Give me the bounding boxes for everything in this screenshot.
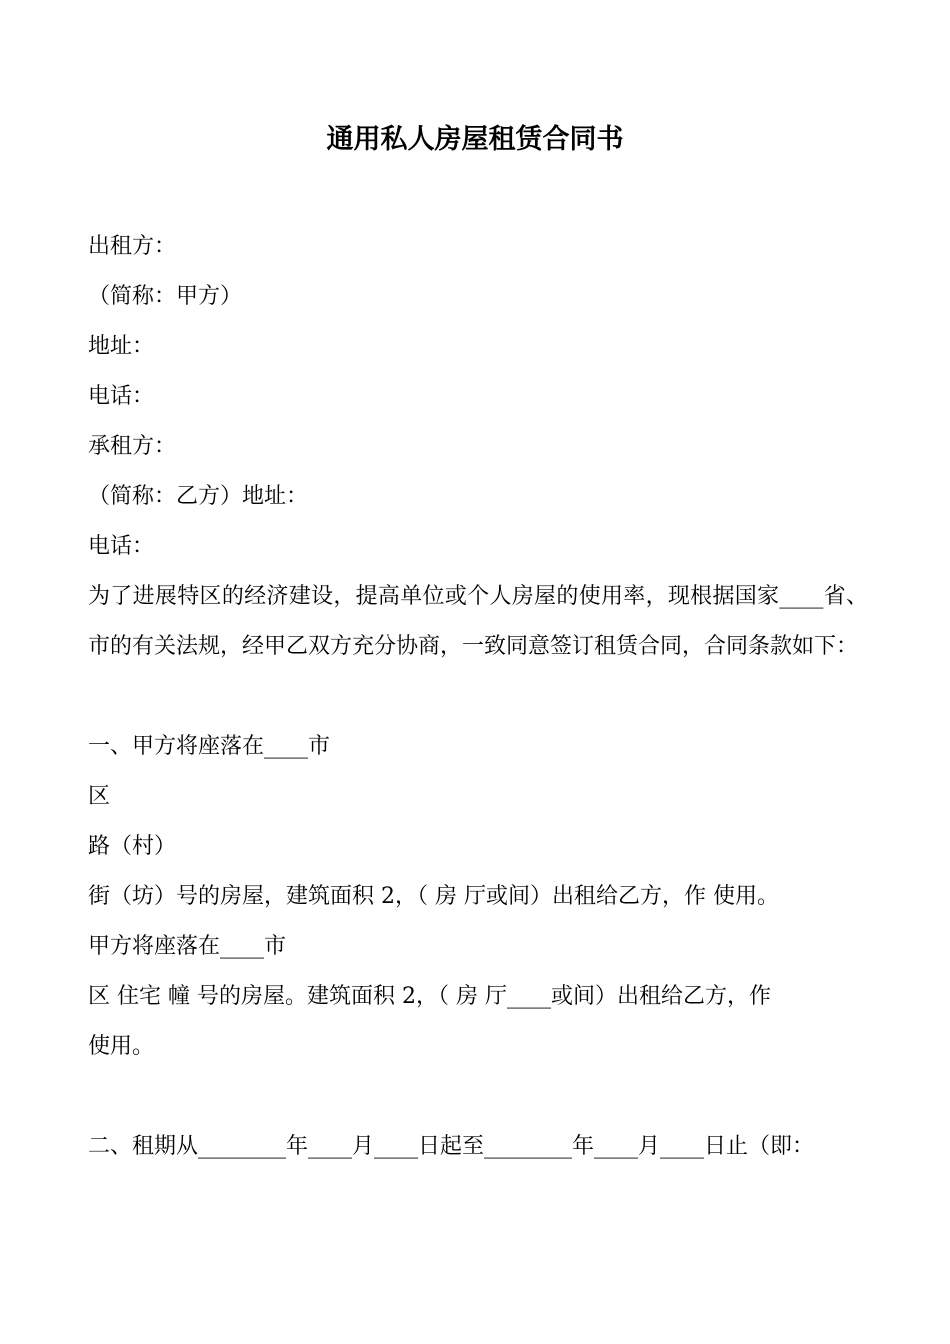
clause-1-line-7: 使用。 xyxy=(88,1034,155,1059)
clause-1-line-3: 路（村） xyxy=(88,834,177,859)
document-title: 通用私人房屋租赁合同书 xyxy=(326,124,624,155)
clause-1-line-5: 甲方将座落在____市 xyxy=(88,934,287,959)
clause-1-line-1: 一、甲方将座落在____市 xyxy=(88,734,331,759)
lessee-phone: 电话： xyxy=(88,534,155,559)
clause-1-line-4: 街（坊）号的房屋，建筑面积 2，（ 房 厅或间）出租给乙方，作 使用。 xyxy=(88,884,779,909)
clause-1-line-6: 区 住宅 幢 号的房屋。建筑面积 2，（ 房 厅____或间）出租给乙方，作 xyxy=(88,984,771,1009)
lessor-phone: 电话： xyxy=(88,384,155,409)
spacer xyxy=(88,672,868,722)
lessor-abbrev: （简称：甲方） xyxy=(88,284,243,309)
lessor-address: 地址： xyxy=(88,334,155,359)
lessor-label: 出租方： xyxy=(88,234,177,259)
document-body xyxy=(88,222,868,1172)
lessee-abbrev-address: （简称：乙方）地址： xyxy=(88,484,309,509)
clause-2-line-1: 二、租期从________年____月____日起至________年____月____日止（即： xyxy=(88,1134,815,1159)
spacer xyxy=(88,1072,868,1122)
intro-paragraph: 为了进展特区的经济建设，提高单位或个人房屋的使用率，现根据国家____省、市的有关法规，经甲乙双方充分协商，一致同意签订租赁合同，合同条款如下： xyxy=(88,584,868,659)
clause-1-line-2: 区 xyxy=(88,784,111,809)
lessee-label: 承租方： xyxy=(88,434,177,459)
